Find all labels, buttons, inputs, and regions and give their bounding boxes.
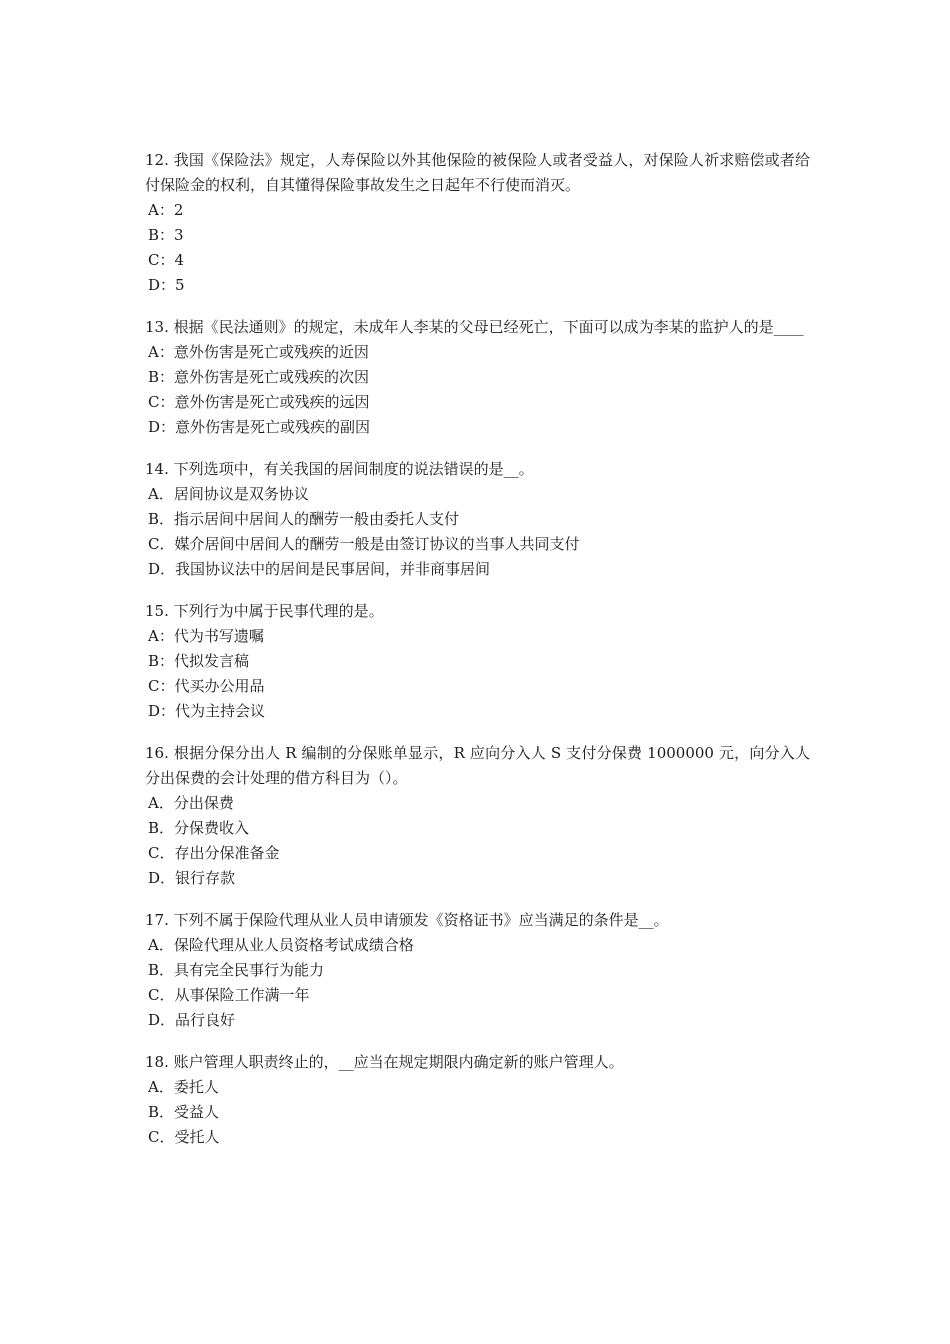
option-b: B：3 (148, 226, 184, 244)
question-16 (145, 741, 810, 891)
option-c: C：代买办公用品 (148, 677, 265, 695)
question-stem: 17. 下列不属于保险代理从业人员申请颁发《资格证书》应当满足的条件是__。 (145, 911, 669, 929)
option-b: B．指示居间中居间人的酬劳一般由委托人支付 (148, 510, 460, 528)
option-d: D：代为主持会议 (148, 702, 266, 720)
option-c: C：4 (148, 251, 185, 269)
option-d: D．银行存款 (148, 869, 236, 887)
option-a: A：意外伤害是死亡或残疾的近因 (148, 343, 369, 361)
option-a: A：2 (148, 201, 184, 219)
question-15 (145, 599, 810, 724)
question-stem: 14. 下列选项中，有关我国的居间制度的说法错误的是__。 (145, 460, 534, 478)
option-c: C．从事保险工作满一年 (148, 986, 310, 1004)
question-list (145, 148, 810, 1167)
question-stem: 12. 我国《保险法》规定，人寿保险以外其他保险的被保险人或者受益人，对保险人祈求赔偿或者给付保险金的权利，自其懂得保险事故发生之日起年不行使而消灭。 (145, 151, 810, 194)
option-a: A．保险代理从业人员资格考试成绩合格 (148, 936, 414, 954)
question-stem: 13. 根据《民法通则》的规定，未成年人李某的父母已经死亡，下面可以成为李某的监护人的是____ (145, 318, 804, 336)
option-a: A．居间协议是双务协议 (148, 485, 309, 503)
option-b: B：代拟发言稿 (148, 652, 250, 670)
option-d: D．品行良好 (148, 1011, 236, 1029)
option-a: A．分出保费 (148, 794, 234, 812)
question-18 (145, 1050, 810, 1150)
question-13 (145, 315, 810, 440)
option-a: A．委托人 (148, 1078, 219, 1096)
option-b: B：意外伤害是死亡或残疾的次因 (148, 368, 370, 386)
option-b: B．分保费收入 (148, 819, 250, 837)
option-c: C．存出分保准备金 (148, 844, 280, 862)
question-stem: 15. 下列行为中属于民事代理的是。 (145, 602, 384, 620)
option-b: B．具有完全民事行为能力 (148, 961, 325, 979)
question-stem: 16. 根据分保分出人 R 编制的分保账单显示，R 应向分入人 S 支付分保费 1000000 元，向分入人分出保费的会计处理的借方科目为（）。 (145, 744, 810, 787)
option-d: D：5 (148, 276, 185, 294)
question-17 (145, 908, 810, 1033)
question-12 (145, 148, 810, 298)
option-d: D：意外伤害是死亡或残疾的副因 (148, 418, 371, 436)
option-b: B．受益人 (148, 1103, 220, 1121)
question-stem: 18. 账户管理人职责终止的，__应当在规定期限内确定新的账户管理人。 (145, 1053, 624, 1071)
option-c: C．媒介居间中居间人的酬劳一般是由签订协议的当事人共同支付 (148, 535, 580, 553)
question-14 (145, 457, 810, 582)
option-c: C：意外伤害是死亡或残疾的远因 (148, 393, 370, 411)
option-a: A：代为书写遗嘱 (148, 627, 264, 645)
option-d: D．我国协议法中的居间是民事居间，并非商事居间 (148, 560, 491, 578)
option-c: C．受托人 (148, 1128, 220, 1146)
